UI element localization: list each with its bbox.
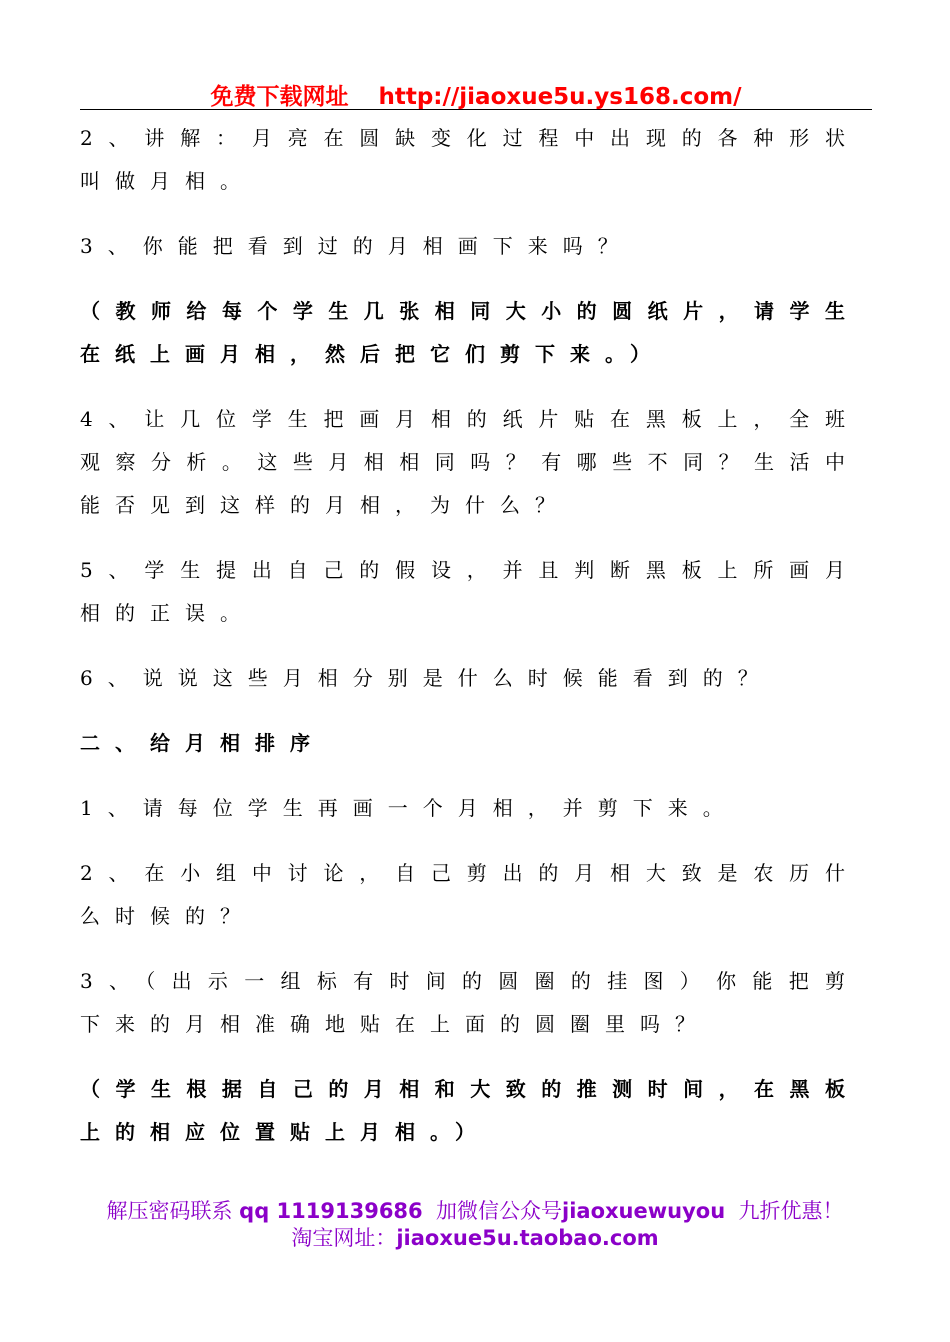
footer — [0, 1198, 950, 1252]
paragraph-10-bold: （学生根据自己的月相和大致的推测时间，在黑板上的相应位置贴上月相。） — [80, 1077, 860, 1144]
paragraph-5: 5、学生提出自己的假设，并且判断黑板上所画月相的正误。 — [80, 558, 860, 625]
footer-wechat-label: 加微信公众号 — [436, 1199, 563, 1223]
paragraph-1: 2、讲解：月亮在圆缺变化过程中出现的各种形状叫做月相。 — [80, 126, 860, 193]
footer-password-label: 解压密码联系 — [106, 1199, 233, 1223]
paragraph-3-bold: （教师给每个学生几张相同大小的圆纸片，请学生在纸上画月相，然后把它们剪下来。） — [80, 299, 860, 366]
footer-discount: 九折优惠！ — [738, 1199, 844, 1223]
footer-wechat-id: jiaoxuewuyou — [562, 1199, 726, 1223]
paragraph-8: 2、在小组中讨论，自己剪出的月相大致是农历什么时候的？ — [80, 861, 860, 928]
paragraph-6: 6、说说这些月相分别是什么时候能看到的？ — [80, 666, 773, 690]
footer-taobao-label: 淘宝网址： — [291, 1226, 397, 1250]
download-header — [80, 78, 872, 111]
section-heading: 二、给月相排序 — [80, 731, 325, 755]
header-label: 免费下载网址 — [210, 84, 349, 110]
header-url-link[interactable]: http://jiaoxue5u.ys168.com/ — [378, 84, 742, 110]
paragraph-2: 3、你能把看到过的月相画下来吗？ — [80, 234, 633, 258]
paragraph-4: 4、让几位学生把画月相的纸片贴在黑板上，全班观察分析。这些月相相同吗？有哪些不同？生活中能否见到这样的月相，为什么？ — [80, 407, 860, 517]
footer-qq: qq 1119139686 — [239, 1199, 423, 1223]
footer-line-1 — [0, 1198, 950, 1225]
paragraph-7: 1、请每位学生再画一个月相，并剪下来。 — [80, 796, 738, 820]
footer-taobao-link[interactable]: jiaoxue5u.taobao.com — [396, 1226, 659, 1250]
paragraph-9: 3、（出示一组标有时间的圆圈的挂图）你能把剪下来的月相准确地贴在上面的圆圈里吗？ — [80, 969, 860, 1036]
header-divider — [80, 109, 872, 110]
document-body — [80, 117, 860, 1176]
footer-line-2 — [0, 1225, 950, 1252]
